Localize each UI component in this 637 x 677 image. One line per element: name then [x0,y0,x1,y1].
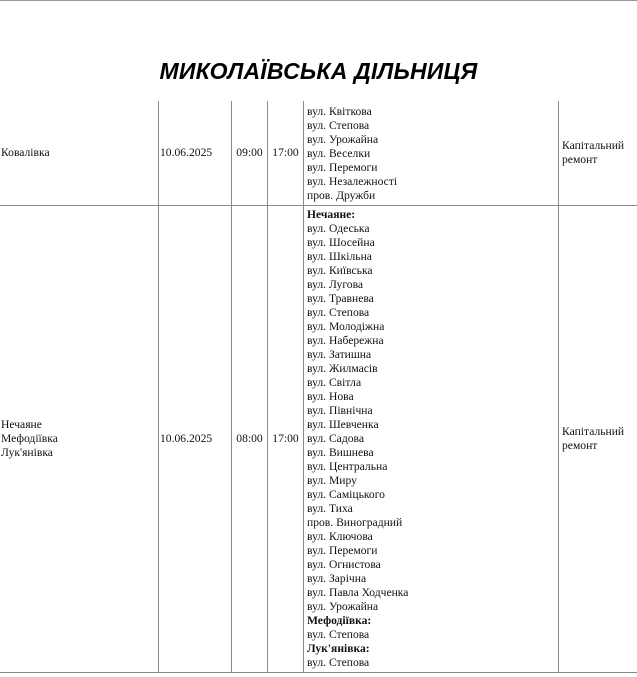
street-item: пров. Виноградний [307,516,403,529]
page-title: МИКОЛАЇВСЬКА ДІЛЬНИЦЯ [159,58,478,84]
streets-cell [304,206,559,673]
street-item: вул. Садова [307,432,364,445]
street-item: вул. Урожайна [307,133,379,146]
street-item: вул. Молодіжна [307,320,385,333]
street-item: вул. Огнистова [307,558,381,571]
table-row [0,101,637,206]
work-type-line: Капітальний [562,139,625,152]
street-item: вул. Київська [307,264,373,277]
street-item: вул. Степова [307,306,370,319]
street-item: вул. Лугова [307,278,364,291]
settlement-header: Лук'янівка: [307,642,370,655]
street-item: вул. Квіткова [307,105,372,118]
street-item: вул. Шосейна [307,236,375,249]
street-item: вул. Вишнева [307,446,374,459]
date-cell: 10.06.2025 [159,101,232,206]
street-item: вул. Степова [307,119,370,132]
street-item: вул. Степова [307,628,370,641]
villages-cell [0,206,159,673]
street-item: вул. Північна [307,404,373,417]
street-item: вул. Центральна [307,460,388,473]
street-item: вул. Затишна [307,348,372,361]
street-item: вул. Незалежності [307,175,398,188]
table-row [0,206,637,673]
top-border-line [0,0,637,1]
street-item: вул. Світла [307,376,362,389]
end-time-cell: 17:00 [268,206,304,673]
village-name: Нечаяне [1,418,42,431]
streets-cell [304,101,559,206]
street-item: вул. Тиха [307,502,353,515]
street-item: вул. Шкільна [307,250,372,263]
villages-cell [0,101,159,206]
street-item: вул. Набережна [307,334,384,347]
work-type-cell [559,206,637,673]
street-item: вул. Шевченка [307,418,379,431]
street-item: вул. Нова [307,390,354,403]
street-item: вул. Веселки [307,147,371,160]
street-item: вул. Жилмасів [307,362,378,375]
settlement-header: Мефодіївка: [307,614,372,627]
street-item: вул. Ключова [307,530,373,543]
settlement-header: Нечаяне: [307,208,356,221]
street-item: вул. Одеська [307,222,370,235]
village-name: Ковалівка [1,146,50,159]
street-item: вул. Степова [307,656,370,669]
work-type-cell [559,101,637,206]
street-item: вул. Перемоги [307,161,378,174]
start-time-cell: 09:00 [232,101,268,206]
end-time-cell: 17:00 [268,101,304,206]
street-item: вул. Саміцького [307,488,385,501]
street-item: пров. Дружби [307,189,376,202]
street-item: вул. Зарічна [307,572,367,585]
date-cell: 10.06.2025 [159,206,232,673]
street-item: вул. Павла Ходченка [307,586,409,599]
village-name: Мефодіївка [1,432,58,445]
start-time-cell: 08:00 [232,206,268,673]
street-item: вул. Миру [307,474,357,487]
work-type-line: ремонт [562,153,598,166]
street-item: вул. Перемоги [307,544,378,557]
outage-schedule-table [0,101,637,673]
work-type-line: ремонт [562,439,598,452]
street-item: вул. Травнева [307,292,374,305]
street-item: вул. Урожайна [307,600,379,613]
work-type-line: Капітальний [562,425,625,438]
village-name: Лук'янівка [1,446,53,459]
